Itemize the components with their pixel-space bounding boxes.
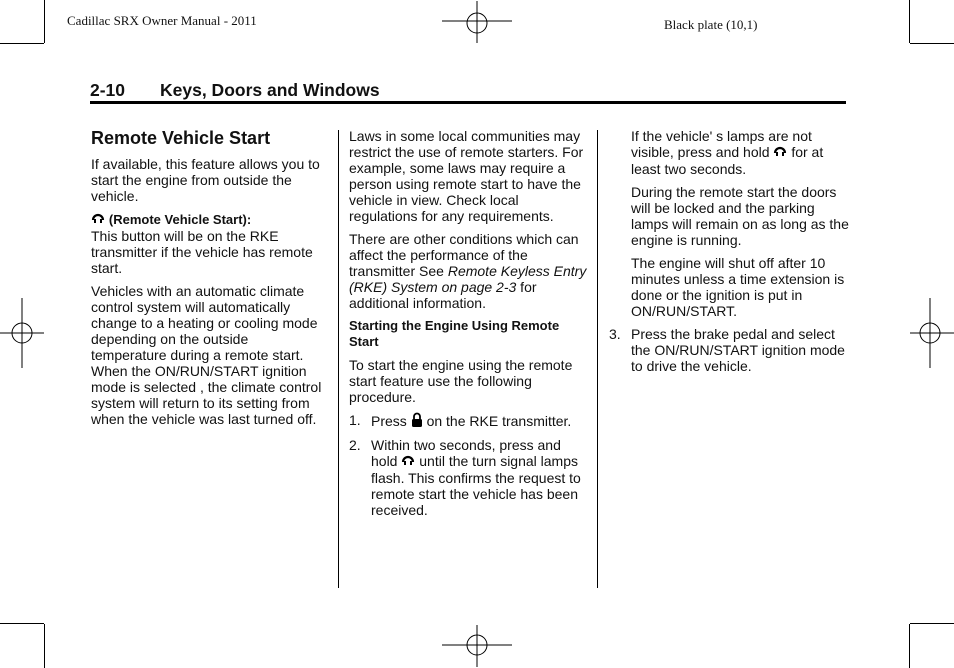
section-number: 2-10 xyxy=(90,80,126,100)
lamps-text-end: for at least two seconds. xyxy=(631,144,824,177)
step-text: Press xyxy=(371,413,407,429)
step-text: Within two seconds, press and hold xyxy=(371,437,561,469)
locked-paragraph: During the remote start the doors will be locked and the parking lamps will remain on as long as the engine is running. xyxy=(631,184,849,248)
column-divider-1 xyxy=(338,130,339,588)
climate-paragraph: Vehicles with an automatic climate control system will automatically change to a heating or cooling mode depending on the outside temperature during a remote start. When the ON/RUN/START ignition mode is selected , the climate control system will return to its setting from when the vehicle was last turned off. xyxy=(91,283,322,427)
conditions-text-end: for additional information. xyxy=(349,279,537,311)
conditions-paragraph xyxy=(349,231,587,311)
step-number: 3. xyxy=(609,326,621,342)
step-text: Press the brake pedal and select the ON/RUN/START ignition mode to drive the vehicle. xyxy=(631,326,845,374)
remote-start-icon xyxy=(91,211,105,228)
lamps-paragraph xyxy=(609,128,849,177)
laws-paragraph: Laws in some local communities may restrict the use of remote starters. For example, some laws may require a person using remote start to have the vehicle in view. Check local regulations for any requirements. xyxy=(349,128,584,224)
lock-icon xyxy=(411,412,423,430)
conditions-text: There are other conditions which can affect the performance of the transmitter See xyxy=(349,231,579,279)
rke-link[interactable]: Remote Keyless Entry (RKE) System on page 2-3 xyxy=(349,263,587,295)
step-number: 2. xyxy=(349,437,361,453)
section-rule xyxy=(90,101,846,104)
step-text-end: until the turn signal lamps flash. This confirms the request to remote start the vehicle has been received. xyxy=(371,453,581,518)
column-2 xyxy=(349,128,587,525)
remote-start-icon xyxy=(401,453,415,470)
shutoff-paragraph: The engine will shut off after 10 minutes unless a time extension is done or the ignition is put in ON/RUN/START. xyxy=(631,255,845,319)
step-1 xyxy=(349,412,587,430)
column-divider-2 xyxy=(597,130,598,588)
column-3 xyxy=(609,128,849,381)
procedure-intro: To start the engine using the remote start feature use the following procedure. xyxy=(349,357,573,405)
column-1 xyxy=(91,128,323,434)
step-3 xyxy=(609,326,849,374)
subheading: Starting the Engine Using Remote Start xyxy=(349,318,560,349)
button-description xyxy=(91,211,323,276)
header-left: Cadillac SRX Owner Manual - 2011 xyxy=(67,13,257,28)
step-2 xyxy=(349,437,587,518)
header-right: Black plate (10,1) xyxy=(664,17,758,32)
button-text: This button will be on the RKE transmitter if the vehicle has remote start. xyxy=(91,228,313,276)
remote-start-icon xyxy=(773,144,787,161)
section-heading xyxy=(90,80,846,101)
step-number: 1. xyxy=(349,412,361,428)
intro-paragraph: If available, this feature allows you to start the engine from outside the vehicle. xyxy=(91,156,320,204)
lamps-text: If the vehicle' s lamps are not visible, press and hold xyxy=(631,128,812,160)
page-title: Remote Vehicle Start xyxy=(91,128,271,148)
button-label: (Remote Vehicle Start): xyxy=(108,212,252,227)
section-title: Keys, Doors and Windows xyxy=(160,80,380,100)
step-text-end: on the RKE transmitter. xyxy=(426,413,572,429)
